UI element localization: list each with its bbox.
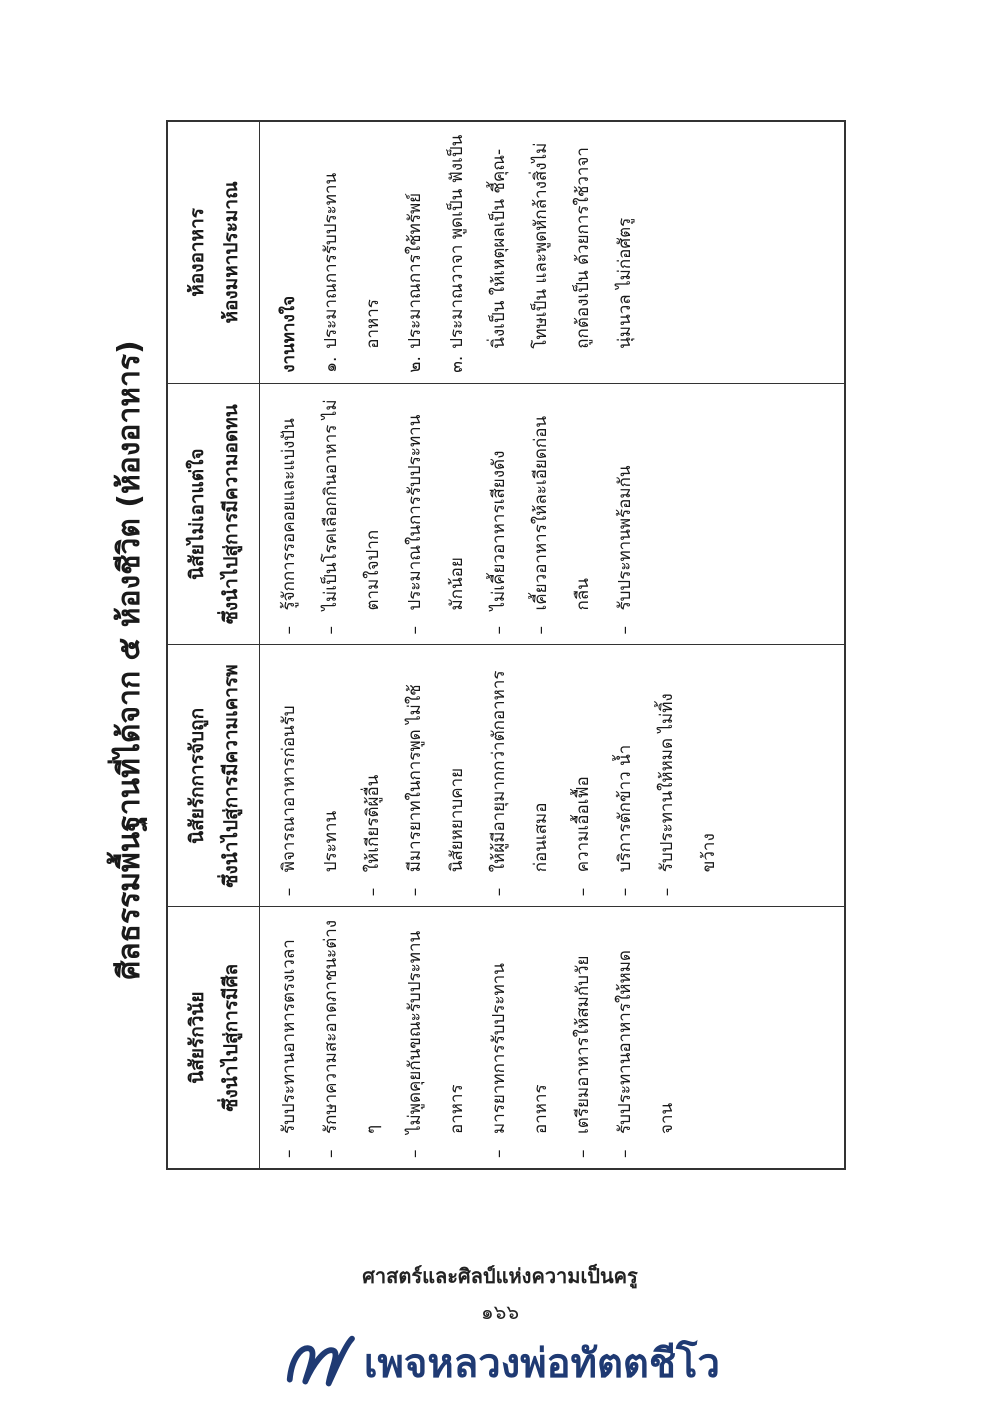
list-item	[604, 919, 688, 1158]
bullet-mark: –	[321, 626, 341, 635]
column-heading-2: ซึ่งนำไปสู่การมีศีล	[219, 963, 242, 1112]
summary-table	[166, 120, 846, 1170]
column-body	[260, 122, 646, 383]
list-item-text: ไม่เป็นโรคเลือกกินอาหาร ไม่ตามใจปาก	[321, 399, 383, 611]
bullet-mark: –	[405, 1149, 425, 1158]
column-header	[168, 646, 260, 907]
list-item-text: รับประทานพร้อมกัน	[615, 465, 635, 611]
bullet-mark: –	[489, 626, 509, 635]
bullet-mark: –	[615, 1149, 635, 1158]
list-item-text: ความเอื้อเฟื้อ	[573, 776, 593, 873]
bullet-mark: –	[615, 626, 635, 635]
bullet-mark: –	[363, 887, 383, 897]
number-mark: ๒.	[405, 356, 425, 373]
column-header	[168, 907, 260, 1168]
list-item	[520, 396, 604, 635]
page-number: ๑๖๖	[480, 1300, 520, 1324]
column-heading-1: นิสัยไม่เอาแต่ใจ	[185, 448, 208, 580]
list-item	[352, 658, 394, 897]
list-item	[394, 919, 478, 1158]
list-item	[604, 396, 646, 635]
list-item-text: ประมาณวาจา พูดเป็น ฟังเป็น นิ่งเป็น ให้เหตุผลเป็น ชี้คุณ-โทษเป็น และพูดหักล้างสิ่งไม่ถูกต้องเป็น ด้วยการใช้วาจานุ่มนวล ไม่ก่อศัตรู	[447, 134, 635, 349]
list-item-text: รับประทานอาหารตรงเวลา	[279, 939, 299, 1134]
list-item-text: เคี้ยวอาหารให้ละเอียดก่อนกลืน	[531, 415, 593, 611]
table-column-discipline	[168, 906, 844, 1168]
table-column-respect	[168, 645, 844, 907]
column-heading-1: ห้องอาหาร	[185, 208, 208, 297]
list-item-text: มารยาทการรับประทานอาหาร	[489, 963, 551, 1134]
list-item	[394, 134, 436, 373]
list-item-text: พิจารณาอาหารก่อนรับประทาน	[279, 705, 341, 873]
list-item-text: รักษาความสะอาดภาชนะต่าง ๆ	[321, 919, 383, 1134]
list-item	[478, 396, 520, 635]
list-item-text: มีมารยาทในการพูด ไม่ใช้นิสัยหยาบคาย	[405, 684, 467, 873]
list-item	[436, 134, 646, 373]
list-item-text: ประมาณในการรับประทานมักน้อย	[405, 414, 467, 611]
list-item	[268, 396, 310, 635]
column-body	[260, 646, 730, 907]
bullet-mark: –	[615, 887, 635, 897]
logo-text: เพจหลวงพ่อทัตตชีโว	[363, 1341, 720, 1387]
list-item-text: ไม่พูดคุยกันขณะรับประทานอาหาร	[405, 930, 467, 1134]
list-item-text: บริการตักข้าว น้ำ	[615, 744, 635, 873]
list-item-text: รับประทานให้หมด ไม่ทิ้งขว้าง	[657, 693, 719, 873]
list-item	[646, 658, 730, 897]
bullet-mark: –	[279, 887, 299, 897]
list-item-text: ไม่เคี้ยวอาหารเสียงดัง	[489, 450, 509, 611]
bullet-mark: –	[489, 1149, 509, 1158]
bullet-mark: –	[573, 1149, 593, 1158]
table-column-patience	[168, 383, 844, 645]
column-heading-1: นิสัยรักวินัย	[185, 991, 208, 1084]
logo-mark-icon	[280, 1328, 358, 1398]
column-body	[260, 384, 646, 645]
list-item	[268, 658, 352, 897]
bullet-mark: –	[573, 887, 593, 897]
bullet-mark: –	[657, 887, 677, 897]
list-item	[394, 658, 478, 897]
list-item-text: รู้จักการรอคอยและแบ่งปัน	[279, 418, 299, 611]
list-item-text: ประมาณการรับประทานอาหาร	[321, 172, 383, 349]
number-mark: ๓.	[447, 355, 467, 373]
bullet-mark: –	[531, 626, 551, 635]
page-title: ศีลธรรมพื้นฐานที่ได้จาก ๕ ห้องชีวิต (ห้องอาหาร)	[112, 340, 147, 980]
list-item-text: รับประทานอาหารให้หมดจาน	[615, 950, 677, 1134]
list-item	[310, 396, 394, 635]
list-item-text: ให้ผู้มีอายุมากกว่าตักอาหารก่อนเสมอ	[489, 670, 551, 873]
column-header	[168, 122, 260, 383]
table-column-dining-room	[168, 122, 844, 383]
column-heading-2: ห้องมหาประมาณ	[219, 181, 242, 324]
column-heading-2: ซึ่งนำไปสู่การมีความเคารพ	[219, 664, 242, 888]
column-heading-1: นิสัยรักการจับถูก	[185, 707, 208, 844]
list-item-text: เตรียมอาหารให้สมกับวัย	[573, 955, 593, 1134]
bullet-mark: –	[405, 626, 425, 635]
bullet-mark: –	[279, 626, 299, 635]
column-header	[168, 384, 260, 645]
column-heading-2: ซึ่งนำไปสู่การมีความอดทน	[219, 404, 242, 625]
bullet-mark: –	[405, 887, 425, 897]
list-item	[562, 658, 604, 897]
list-item	[310, 919, 394, 1158]
list-item	[268, 919, 310, 1158]
rotated-content	[100, 110, 860, 1210]
list-item-text: ประมาณการใช้ทรัพย์	[405, 192, 425, 349]
list-item	[478, 658, 562, 897]
bullet-mark: –	[279, 1149, 299, 1158]
list-item	[478, 919, 562, 1158]
bullet-mark: –	[321, 1149, 341, 1158]
page-logo	[280, 1328, 720, 1398]
list-item	[604, 658, 646, 897]
list-item-text: ให้เกียรติผู้อื่น	[363, 774, 383, 873]
number-mark: ๑.	[321, 356, 341, 373]
column-body	[260, 907, 688, 1168]
footer-book-title: ศาสตร์และศิลป์แห่งความเป็นครู	[362, 1264, 638, 1288]
column-subheading: งานทางใจ	[279, 295, 299, 373]
bullet-mark: –	[489, 887, 509, 897]
list-item	[310, 134, 394, 373]
list-item	[394, 396, 478, 635]
list-item	[562, 919, 604, 1158]
